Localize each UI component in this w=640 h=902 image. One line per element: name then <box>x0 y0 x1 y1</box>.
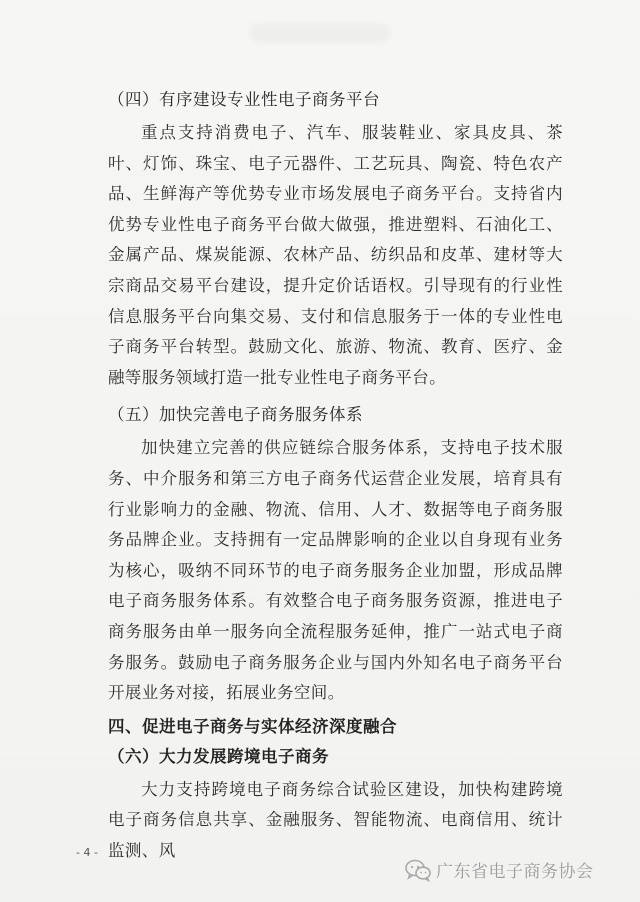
watermark <box>404 857 594 882</box>
document-body <box>108 88 563 866</box>
section-4-heading: （四）有序建设专业性电子商务平台 <box>108 90 380 109</box>
section-5-paragraph: 加快建立完善的供应链综合服务体系，支持电子技术服务、中介服务和第三方电子商务代运营企业发展，培育具有行业影响力的金融、物流、信用、人才、数据等电子商务服务品牌企业。支持拥有一定品牌影响的企业以自身现有业务为核心，吸纳不同环节的电子商务服务企业加盟，形成品牌电子商务服务体系。有效整合电子商务服务资源，推进电子商务服务由单一服务向全流程服务延伸，推广一站式电子商务服务。鼓励电子商务服务企业与国内外知名电子商务平台开展业务对接，拓展业务空间。 <box>108 438 563 703</box>
page-number: - 4 - <box>76 846 98 859</box>
chapter-4-heading: 四、促进电子商务与实体经济深度融合 <box>108 716 397 736</box>
section-4-paragraph: 重点支持消费电子、汽车、服装鞋业、家具皮具、茶叶、灯饰、珠宝、电子元器件、工艺玩具、陶瓷、特色农产品、生鲜海产等优势专业市场发展电子商务平台。支持省内优势专业性电子商务平台做大做强，推进塑料、石油化工、金属产品、煤炭能源、农林产品、纺织品和皮革、建材等大宗商品交易平台建设，提升定价话语权。引导现有的行业性信息服务平台向集交易、支付和信息服务于一体的专业性电子商务平台转型。鼓励文化、旅游、物流、教育、医疗、金融等服务领域打造一批专业性电子商务平台。 <box>108 123 563 387</box>
watermark-text: 广东省电子商务协会 <box>436 862 594 882</box>
wechat-icon <box>404 858 432 882</box>
section-5-heading: （五）加快完善电子商务服务体系 <box>108 405 363 425</box>
scan-smudge <box>250 24 390 42</box>
section-6-heading: （六）大力发展跨境电子商务 <box>108 746 329 766</box>
section-6-paragraph: 大力支持跨境电子商务综合试验区建设，加快构建跨境电子商务信息共享、金融服务、智能物流、电商信用、统计监测、风 <box>108 779 563 860</box>
